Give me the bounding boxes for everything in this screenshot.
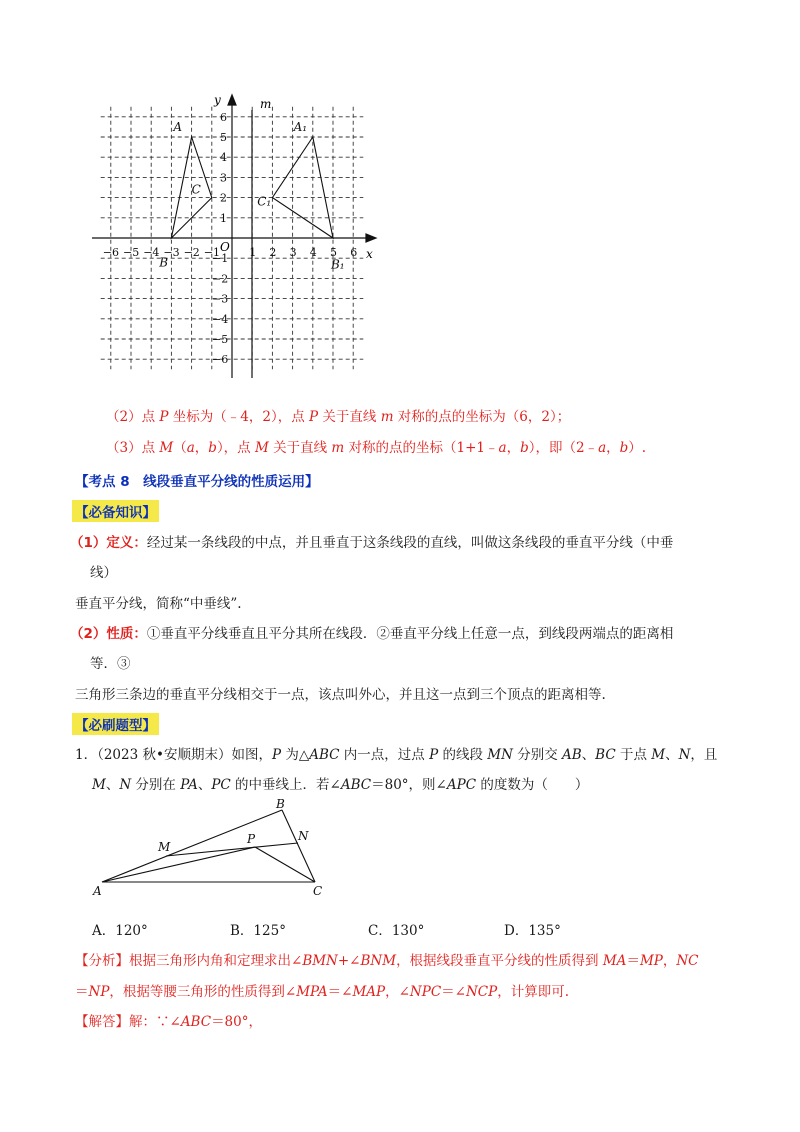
property-line-3: 三角形三条边的垂直平分线相交于一点，该点叫外心，并且这一点到三个顶点的距离相等. [75,687,606,703]
y-tick-label: −1 [212,252,229,266]
option-c[interactable]: C．130° [368,923,425,939]
triangle-A1B1C1 [272,137,333,238]
vertex-label: C [191,182,201,197]
x-axis-label: x [366,247,373,261]
vertex-label: B [159,255,169,270]
x-tick-label: 2 [269,246,277,259]
answer-2: （2）点 P 坐标为（﹣4，2），点 P 关于直线 m 对称的点的坐标为（6，2）； [106,409,571,425]
label-N: N [298,829,309,843]
label-C: C [313,884,323,898]
answer-3: （3）点 M（a，b），点 M 关于直线 m 对称的点的坐标（1+1﹣a，b），即（2﹣a，b）. [106,440,647,456]
label-B: B [276,798,285,811]
y-tick-label: −6 [212,353,229,367]
question-1-line-2: M、N 分别在 PA、PC 的中垂线上．若∠ABC＝80°，则∠APC 的度数为（ ） [92,777,589,793]
segment-MN [166,843,298,856]
analysis-line-1: 【分析】根据三角形内角和定理求出∠BMN+∠BNM，根据线段垂直平分线的性质得到 MA＝MP，NC [75,953,699,969]
label-A: A [93,884,102,898]
x-tick-label: −5 [123,246,140,259]
segment-PC [255,847,315,882]
segment-BC [282,810,315,882]
definition-line-1: （1）定义：经过某一条线段的中点，并且垂直于这条线段的直线，叫做这条线段的垂直平分线（中垂 [70,535,674,551]
label-M: M [158,840,171,854]
x-tick-label: −4 [143,246,160,259]
triangle-figure [90,798,350,898]
x-tick-label: 3 [289,246,297,259]
y-tick-label: −5 [212,333,229,346]
y-tick-label: 3 [220,171,227,185]
x-tick-label: −6 [102,246,120,259]
x-axis-arrow [366,234,376,242]
x-tick-label: 5 [330,246,337,259]
vertex-label: A₁ [293,119,308,134]
coordinate-grid-figure [0,0,800,390]
y-tick-label: −2 [212,272,229,286]
x-tick-label: 4 [309,246,317,259]
y-tick-label: 5 [220,131,227,144]
option-b[interactable]: B．125° [230,923,286,939]
definition-line-2: 线） [90,565,117,581]
x-tick-label: −2 [183,246,200,259]
definition-line-3: 垂直平分线，简称“中垂线”. [75,596,242,612]
m-line-label: m [260,97,272,111]
origin-label: O [220,240,230,254]
segment-AB [102,810,282,882]
practice-tag: 【必刷题型】 [72,713,159,735]
y-tick-label: 1 [220,211,227,225]
vertex-label: A [173,119,183,134]
y-axis-label: y [214,93,221,107]
section-heading: 【考点 8 线段垂直平分线的性质运用】 [75,474,319,490]
option-a[interactable]: A．120° [92,923,148,939]
solution-line: 【解答】解：∵∠ABC＝80°， [75,1014,262,1030]
property-line-2: 等．③ [90,656,131,672]
y-tick-label: −4 [212,312,229,326]
analysis-line-2: ＝NP，根据等腰三角形的性质得到∠MPA＝∠MAP，∠NPC＝∠NCP，计算即可. [75,984,569,1000]
segment-PA [102,847,255,882]
y-tick-label: 2 [220,191,227,205]
y-tick-label: 6 [220,110,227,124]
knowledge-tag: 【必备知识】 [72,500,159,522]
x-tick-label: 6 [350,246,358,259]
x-tick-label: −1 [203,246,221,259]
question-1-line-1: 1．（2023 秋•安顺期末）如图，P 为△ABC 内一点，过点 P 的线段 MN 分别交 AB、BC 于点 M、N，且 [75,747,718,763]
x-tick-label: −3 [163,246,180,259]
y-axis-arrow [228,95,236,105]
y-tick-label: 4 [220,151,227,165]
label-P: P [247,832,256,846]
vertex-label: C₁ [257,194,272,209]
vertex-label: B₁ [330,257,345,272]
property-line-1: （2）性质：①垂直平分线垂直且平分其所在线段．②垂直平分线上任意一点，到线段两端点的距离相 [70,626,674,642]
x-tick-label: 1 [249,246,257,259]
y-tick-label: −3 [212,292,229,306]
option-d[interactable]: D．135° [504,923,561,939]
